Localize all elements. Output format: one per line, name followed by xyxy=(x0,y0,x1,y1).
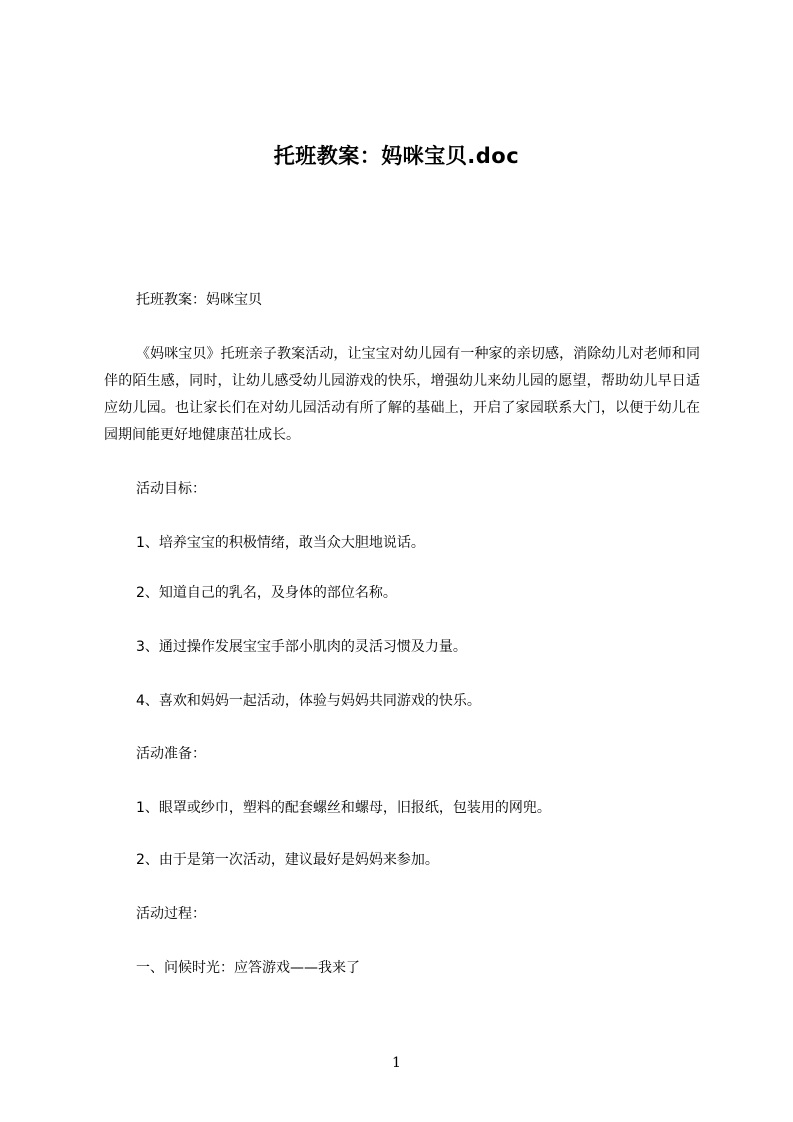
goal-item: 4、喜欢和妈妈一起活动，体验与妈妈共同游戏的快乐。 xyxy=(136,693,481,709)
prep-item: 1、眼罩或纱巾，塑料的配套螺丝和螺母，旧报纸，包装用的网兜。 xyxy=(136,800,551,816)
prep-heading: 活动准备： xyxy=(136,746,206,762)
goal-item: 3、通过操作发展宝宝手部小肌肉的灵活习惯及力量。 xyxy=(136,639,467,655)
process-heading: 活动过程： xyxy=(136,906,206,922)
goals-heading: 活动目标： xyxy=(136,481,206,497)
intro-paragraph: 《妈咪宝贝》托班亲子教案活动，让宝宝对幼儿园有一种家的亲切感，消除幼儿对老师和同伴的陌生感，同时，让幼儿感受幼儿园游戏的快乐，增强幼儿来幼儿园的愿望，帮助幼儿早日适应幼儿园。也让家长们在对幼儿园活动有所了解的基础上，开启了家园联系大门，以便于幼儿在园期间能更好地健康茁壮成长。 xyxy=(104,346,700,443)
goal-item: 2、知道自己的乳名，及身体的部位名称。 xyxy=(136,585,397,601)
process-step: 一、问候时光：应答游戏——我来了 xyxy=(136,960,360,976)
document-subtitle: 托班教案：妈咪宝贝 xyxy=(136,292,262,308)
goal-item: 1、培养宝宝的积极情绪，敢当众大胆地说话。 xyxy=(136,535,425,551)
document-title: 托班教案：妈咪宝贝.doc xyxy=(273,144,520,168)
page-number: 1 xyxy=(392,1055,401,1071)
prep-item: 2、由于是第一次活动，建议最好是妈妈来参加。 xyxy=(136,852,439,868)
